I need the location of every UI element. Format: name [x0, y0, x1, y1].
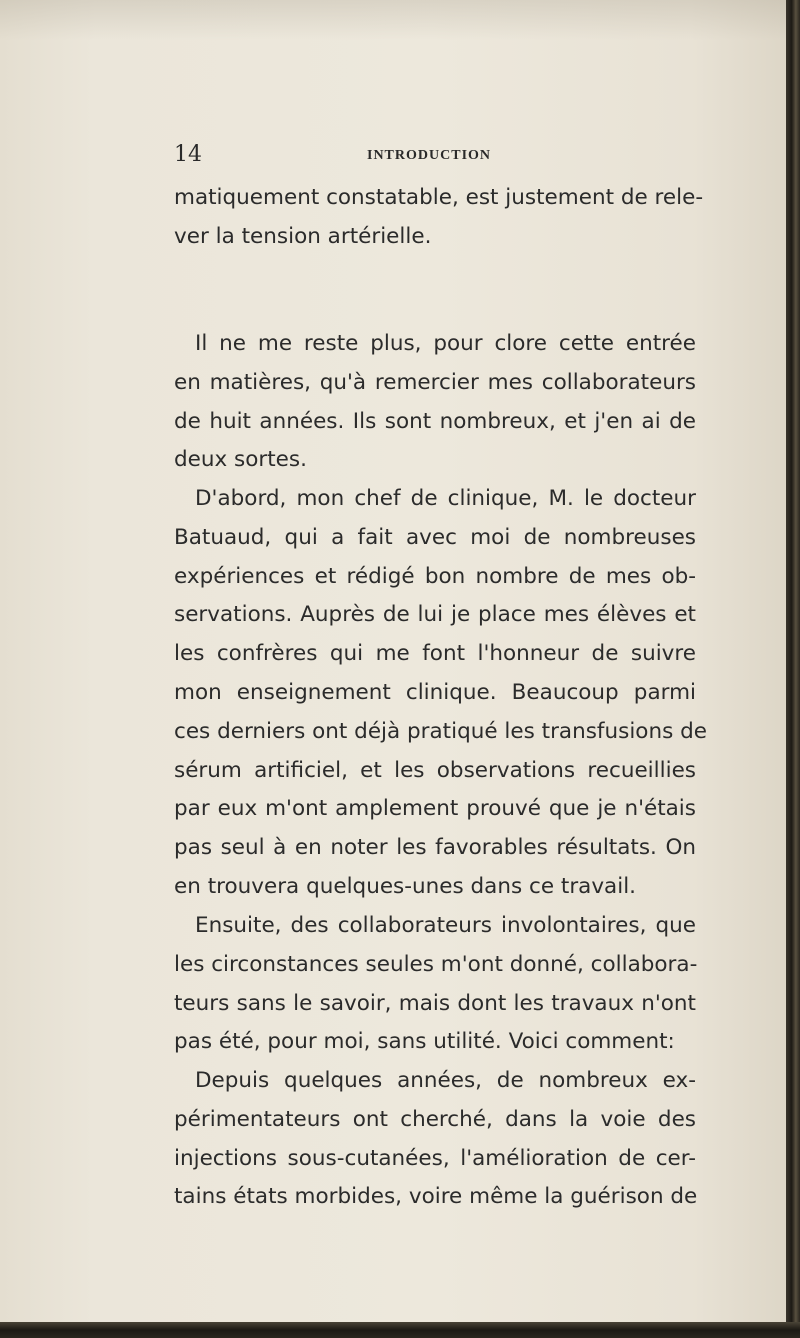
book-bottom-edge — [0, 1322, 800, 1338]
book-binding-edge — [786, 0, 800, 1338]
text-line: D'abord, mon chef de clinique, M. le docteur — [195, 486, 696, 511]
text-line: sérum artificiel, et les observations recueillies — [174, 757, 696, 783]
text-line: mon enseignement clinique. Beaucoup parmi — [174, 679, 696, 705]
text-line: expériences et rédigé bon nombre de mes ob- — [174, 563, 696, 589]
text-line: pas été, pour moi, sans utilité. Voici comment: — [174, 1029, 675, 1055]
text-line: Il ne me reste plus, pour clore cette entrée — [195, 331, 696, 356]
text-line: en matières, qu'à remercier mes collaborateurs — [174, 369, 696, 395]
text-line: teurs sans le savoir, mais dont les travaux n'ont — [174, 990, 696, 1016]
paragraph-continuation — [174, 179, 704, 257]
text-line: servations. Auprès de lui je place mes élèves et — [174, 602, 696, 628]
text-line: tains états morbides, voire même la guérison de — [174, 1184, 698, 1210]
paragraph-acknowledgment — [174, 325, 696, 480]
page-header — [0, 142, 786, 172]
text-line: les confrères qui me font l'honneur de suivre — [174, 641, 696, 667]
page-number: 14 — [174, 142, 202, 167]
paragraph-first-collaborators — [174, 480, 707, 907]
running-head: INTRODUCTION — [367, 148, 492, 163]
text-line: de huit années. Ils sont nombreux, et j'en ai de — [174, 408, 696, 434]
text-line: Batuaud, qui a fait avec moi de nombreuses — [174, 524, 696, 550]
text-line: en trouvera quelques-unes dans ce travail. — [174, 873, 637, 899]
text-line: deux sortes. — [174, 447, 307, 473]
page-shadow — [0, 0, 786, 40]
text-line: ver la tension artérielle. — [174, 223, 432, 249]
text-line: injections sous-cutanées, l'amélioration de cer- — [174, 1145, 696, 1171]
paragraph-experimenters — [174, 1062, 696, 1217]
text-line: par eux m'ont amplement prouvé que je n'étais — [174, 796, 696, 822]
text-line: les circonstances seules m'ont donné, collabora- — [174, 951, 698, 977]
text-line: Ensuite, des collaborateurs involontaires, que — [195, 913, 696, 938]
paragraph-second-collaborators — [174, 907, 696, 1062]
text-line: Depuis quelques années, de nombreux ex- — [195, 1068, 696, 1093]
text-line: matiquement constatable, est justement de rele- — [174, 185, 704, 210]
text-line: pas seul à en noter les favorables résultats. On — [174, 835, 696, 861]
text-line: ces derniers ont déjà pratiqué les transfusions de — [174, 718, 707, 744]
text-line: périmentateurs ont cherché, dans la voie des — [174, 1106, 696, 1132]
